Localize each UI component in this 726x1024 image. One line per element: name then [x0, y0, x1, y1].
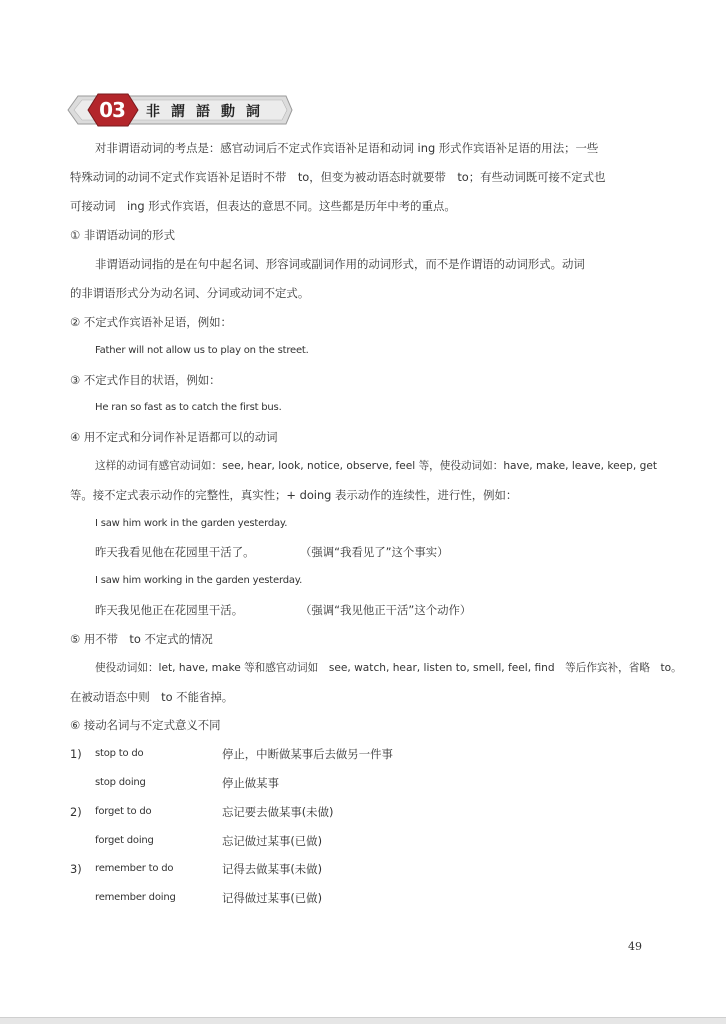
section-3-example: He ran so fast as to catch the first bus.: [95, 402, 282, 413]
list-item-meaning: 记得做过某事(已做): [222, 891, 323, 905]
list-item-meaning: 停止，中断做某事后去做另一件事: [222, 747, 393, 761]
list-item-number: 3): [70, 862, 82, 876]
section-4-translation-1: 昨天我看见他在花园里干活了。: [95, 545, 255, 559]
section-2-heading: ② 不定式作宾语补足语，例如：: [70, 315, 232, 329]
section-title: 非謂語動詞: [146, 104, 271, 120]
section-4-note-1: （强调“我看见了”这个事实）: [300, 545, 449, 559]
list-item-meaning: 停止做某事: [222, 776, 279, 790]
section-1-line-1: 非谓语动词指的是在句中起名词、形容词或副词作用的动词形式，而不是作谓语的动词形式。动词: [95, 257, 585, 271]
section-5-heading: ⑤ 用不带 to 不定式的情况: [70, 632, 213, 646]
section-4-line-2: 等。接不定式表示动作的完整性，真实性；+ doing 表示动作的连续性，进行性，例如：: [70, 488, 518, 502]
section-4-translation-2: 昨天我见他正在花园里干活。: [95, 603, 244, 617]
section-2-example: Father will not allow us to play on the street.: [95, 345, 309, 356]
intro-line-1: 对非谓语动词的考点是：感官动词后不定式作宾语补足语和动词 ing 形式作宾语补足语的用法；一些: [95, 141, 599, 155]
list-item-meaning: 记得去做某事(未做): [222, 862, 323, 876]
list-item-term: remember doing: [95, 892, 176, 903]
page-number: 49: [628, 940, 642, 953]
list-item-term: stop doing: [95, 777, 146, 788]
section-4-note-2: （强调“我见他正干活”这个动作）: [300, 603, 472, 617]
section-1-line-2: 的非谓语形式分为动名词、分词或动词不定式。: [70, 286, 310, 300]
section-4-example-1: I saw him work in the garden yesterday.: [95, 518, 288, 529]
intro-line-2: 特殊动词的动词不定式作宾语补足语时不带 to，但变为被动语态时就要带 to；有些动词既可接不定式也: [70, 170, 606, 184]
list-item-term: forget doing: [95, 835, 154, 846]
section-3-heading: ③ 不定式作目的状语，例如：: [70, 373, 221, 387]
intro-line-3: 可接动词 ing 形式作宾语，但表达的意思不同。这些都是历年中考的重点。: [70, 199, 456, 213]
list-item-term: remember to do: [95, 863, 174, 874]
section-4-heading: ④ 用不定式和分词作补足语都可以的动词: [70, 430, 278, 444]
section-6-heading: ⑥ 接动名词与不定式意义不同: [70, 718, 221, 732]
list-item-number: 1): [70, 747, 82, 761]
section-4-line-1: 这样的动词有感官动词如：see, hear, look, notice, observe, feel 等，使役动词如：have, make, leave, keep, get: [95, 460, 657, 472]
section-4-example-2: I saw him working in the garden yesterday.: [95, 575, 303, 586]
section-1-heading: ① 非谓语动词的形式: [70, 228, 175, 242]
list-item-term: stop to do: [95, 748, 144, 759]
list-item-meaning: 忘记做过某事(已做): [222, 834, 323, 848]
list-item-term: forget to do: [95, 806, 152, 817]
section-banner: [58, 92, 294, 128]
section-number: 03: [99, 98, 125, 122]
section-5-line-2: 在被动语态中则 to 不能省掉。: [70, 690, 234, 704]
list-item-number: 2): [70, 805, 82, 819]
list-item-meaning: 忘记要去做某事(未做): [222, 805, 334, 819]
section-5-line-1: 使役动词如：let, have, make 等和感官动词如 see, watch, hear, listen to, smell, feel, find 等后作宾补，省略 to。: [95, 662, 682, 674]
